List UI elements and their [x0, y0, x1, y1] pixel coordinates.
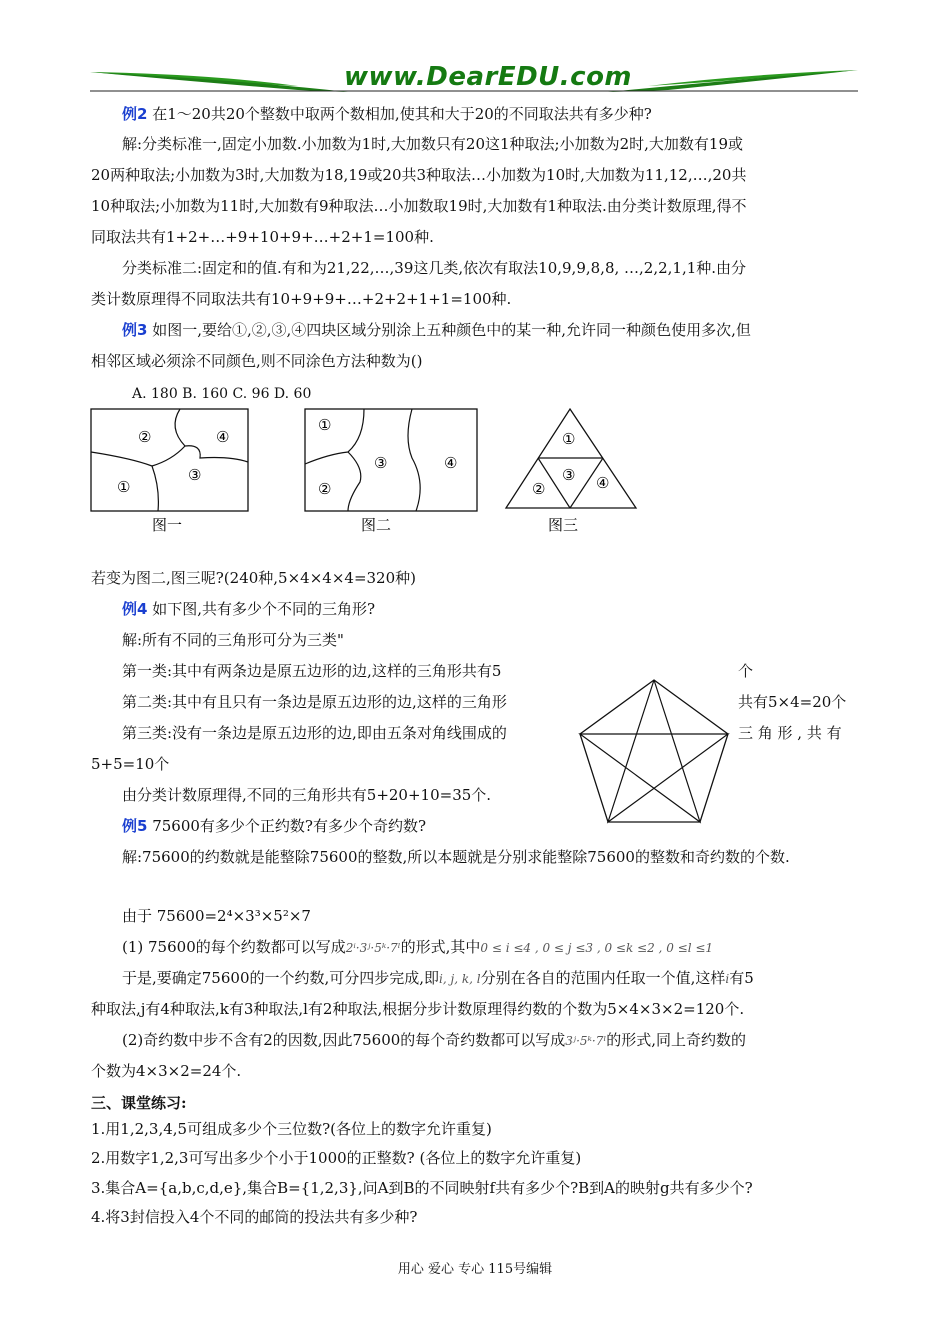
ex5-factorization: 由于 75600=2⁴×3³×5²×7 [122, 907, 311, 925]
ex2-solution-5: 分类标准二:固定和的值.有和为21,22,…,39这几类,依次有取法10,9,9,8,8, …,2,2,1,1种.由分 [122, 259, 747, 277]
fig1-region-4: ④ [216, 428, 230, 446]
ex3-options: A. 180 B. 160 C. 96 D. 60 [132, 386, 312, 402]
practice-item-3: 3.集合A={a,b,c,d,e},集合B={1,2,3},问A到B的不同映射f共有多少个?B到A的映射g共有多少个? [91, 1179, 753, 1197]
ex3-followup: 若变为图二,图三呢?(240种,5×4×4×4=320种) [91, 569, 416, 587]
ex5-part2-form: 3ʲ·5ᵏ·7ˡ [565, 1034, 607, 1048]
practice-item-4: 4.将3封信投入4个不同的邮筒的投法共有多少种? [91, 1208, 418, 1226]
ex4-question-line [122, 599, 375, 619]
figure-3 [504, 406, 644, 550]
ex3-question-2: 相邻区域必须涂不同颜色,则不同涂色方法种数为() [91, 352, 423, 370]
ex3-question-line [122, 320, 751, 340]
ex2-question-line [122, 104, 652, 124]
ex4-class1: 第一类:其中有两条边是原五边形的边,这样的三角形共有5 [122, 662, 502, 680]
fig3-region-3: ③ [562, 466, 576, 484]
site-header [88, 60, 860, 98]
ex5-steps-a: 于是,要确定75600的一个约数,可分四步完成,即 [122, 969, 440, 987]
ex5-solution-1: 解:75600的约数就是能整除75600的整数,所以本题就是分别求能整除75600的整数和奇约数的个数. [122, 848, 790, 866]
ex4-solution-2: 由分类计数原理得,不同的三角形共有5+20+10=35个. [122, 786, 492, 804]
fig2-region-1: ① [318, 416, 332, 434]
ex5-part1-range: 0 ≤ i ≤4 , 0 ≤ j ≤3 , 0 ≤k ≤2 , 0 ≤l ≤1 [480, 941, 714, 955]
ex5-part1-form: 2ⁱ·3ʲ·5ᵏ·7ˡ [345, 941, 401, 955]
ex5-steps-b: 分别在各自的范围内任取一个值,这样 [480, 969, 726, 987]
ex2-solution-6: 类计数原理得不同取法共有10+9+9+…+2+2+1+1=100种. [91, 290, 512, 308]
ex2-solution-2: 20两种取法;小加数为3时,大加数为18,19或20共3种取法…小加数为10时,大加数为11,12,…,20共 [91, 166, 747, 184]
ex4-class3-tail: 三 角 形 , 共 有 [738, 724, 842, 742]
ex4-class2-tail: 共有5×4=20个 [738, 693, 847, 711]
fig2-region-4: ④ [444, 454, 458, 472]
ex2-question: 在1～20共20个整数中取两个数相加,使其和大于20的不同取法共有多少种? [152, 105, 652, 123]
ex4-class1-tail: 个 [738, 662, 754, 680]
ex2-solution-1: 解:分类标准一,固定小加数.小加数为1时,大加数只有20这1种取法;小加数为2时,大加数有19或 [122, 135, 743, 153]
ex2-tag: 例2 [122, 105, 148, 123]
fig2-region-3: ③ [374, 454, 388, 472]
ex3-question-1: 如图一,要给①,②,③,④四块区域分别涂上五种颜色中的某一种,允许同一种颜色使用多次,但 [152, 321, 751, 339]
ex5-part1-a: (1) 75600的每个约数都可以写成 [122, 938, 346, 956]
fig1-region-3: ③ [188, 466, 202, 484]
figure-1 [90, 408, 250, 550]
ex2-solution-4: 同取法共有1+2+…+9+10+9+…+2+1=100种. [91, 228, 434, 246]
ex5-part1-b: 的形式,其中 [400, 938, 481, 956]
fig3-caption: 图三 [548, 516, 579, 534]
fig3-region-1: ① [562, 430, 576, 448]
fig2-caption: 图二 [361, 516, 392, 534]
ex5-steps-i: i [725, 972, 730, 986]
ex4-class2: 第二类:其中有且只有一条边是原五边形的边,这样的三角形 [122, 693, 507, 711]
ex5-part2-line [122, 1030, 746, 1051]
ex5-count-line: 种取法,j有4种取法,k有3种取法,l有2种取法,根据分步计数原理得约数的个数为5×4×3×2=120个. [91, 1000, 745, 1018]
ex5-question-line [122, 816, 426, 836]
ex4-class3-count: 5+5=10个 [91, 755, 170, 773]
practice-item-2: 2.用数字1,2,3可写出多少个小于1000的正整数? (各位上的数字允许重复) [91, 1149, 582, 1167]
ex5-part2-b: 的形式,同上奇约数的 [606, 1031, 747, 1049]
ex5-question: 75600有多少个正约数?有多少个奇约数? [152, 817, 427, 835]
fig3-region-2: ② [532, 480, 546, 498]
pentagram-figure [574, 676, 734, 826]
ex4-question: 如下图,共有多少个不同的三角形? [152, 600, 376, 618]
figure-2 [304, 408, 480, 550]
ex2-solution-3: 10种取法;小加数为11时,大加数有9种取法…小加数取19时,大加数有1种取法.由分类计数原理,得不 [91, 197, 747, 215]
ex3-tag: 例3 [122, 321, 148, 339]
fig2-region-2: ② [318, 480, 332, 498]
practice-item-1: 1.用1,2,3,4,5可组成多少个三位数?(各位上的数字允许重复) [91, 1120, 492, 1138]
ex5-steps-line [122, 968, 754, 989]
ex5-steps-vars: i, j, k, l [439, 972, 481, 986]
ex5-steps-c: 有5 [729, 969, 754, 987]
fig1-region-1: ① [117, 478, 131, 496]
fig3-region-4: ④ [596, 474, 610, 492]
ex4-class3: 第三类:没有一条边是原五边形的边,即由五条对角线围成的 [122, 724, 507, 742]
fig1-caption: 图一 [152, 516, 183, 534]
page-footer: 用心 爱心 专心 115号编辑 [397, 1262, 553, 1277]
ex5-part2-a: (2)奇约数中步不含有2的因数,因此75600的每个奇约数都可以写成 [122, 1031, 566, 1049]
ex5-part1-line [122, 937, 713, 958]
ex4-solution-1: 解:所有不同的三角形可分为三类" [122, 631, 344, 649]
ex5-part2-count: 个数为4×3×2=24个. [91, 1062, 242, 1080]
practice-title: 三、课堂练习: [91, 1094, 187, 1112]
ex4-tag: 例4 [122, 600, 148, 618]
fig1-region-2: ② [138, 428, 152, 446]
ex5-tag: 例5 [122, 817, 148, 835]
site-url: www.DearEDU.com [343, 62, 633, 92]
